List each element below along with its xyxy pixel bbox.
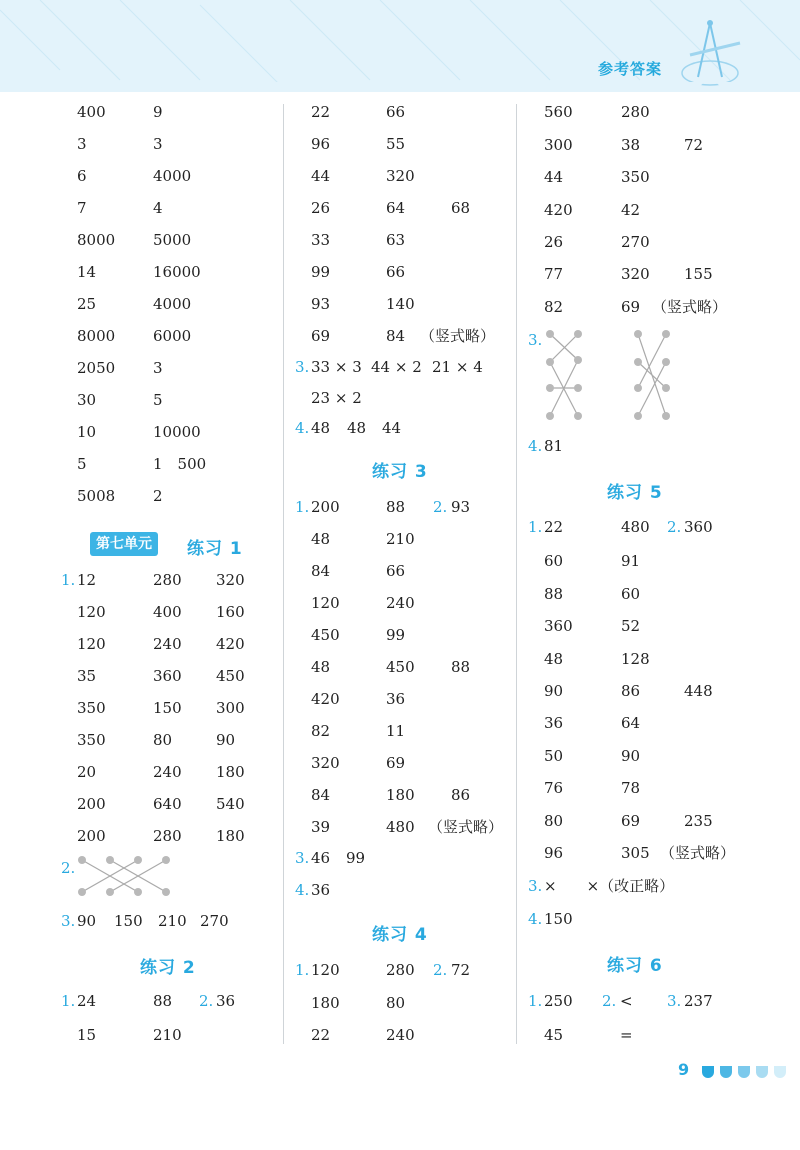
question-number: 2. (667, 518, 682, 536)
answer-cell: 44 × 2 (371, 358, 422, 376)
answer-cell: 60 (544, 552, 564, 570)
question-number: 2. (433, 498, 448, 516)
answer-cell: 1 500 (153, 455, 207, 473)
question-number: 4. (528, 437, 543, 455)
answer-cell: 82 (311, 722, 331, 740)
answer-cell: 36 (216, 992, 236, 1010)
answer-cell: 82 (544, 298, 564, 316)
question-number: 1. (295, 961, 310, 979)
answer-cell: 90 (621, 747, 641, 765)
answer-cell: 350 (621, 168, 650, 186)
answer-cell: 360 (153, 667, 182, 685)
answer-cell: 64 (621, 714, 641, 732)
answer-cell: 52 (621, 617, 641, 635)
answer-cell: 240 (386, 594, 415, 612)
answer-cell: 93 (311, 295, 331, 313)
question-number: 2. (433, 961, 448, 979)
answer-cell: 48 (311, 419, 331, 437)
answer-cell: 320 (216, 571, 245, 589)
answer-cell: 280 (621, 103, 650, 121)
answer-cell: 77 (544, 265, 564, 283)
answer-cell: 86 (621, 682, 641, 700)
answer-cell: 46 (311, 849, 331, 867)
answer-cell: 8000 (77, 327, 116, 345)
answer-cell: 180 (311, 994, 340, 1012)
question-number: 3. (61, 912, 76, 930)
answer-cell: < (620, 992, 633, 1010)
answer-cell: 280 (386, 961, 415, 979)
question-number: 2. (602, 992, 617, 1010)
question-number: 1. (528, 992, 543, 1010)
answer-cell: 240 (153, 763, 182, 781)
answer-cell: 360 (544, 617, 573, 635)
answer-cell: 200 (77, 827, 106, 845)
answer-cell: 2050 (77, 359, 116, 377)
answer-cell: 400 (77, 103, 106, 121)
answer-cell: 90 (544, 682, 564, 700)
answer-cell: 120 (77, 603, 106, 621)
answer-cell: 90 (216, 731, 236, 749)
answer-cell: 300 (216, 699, 245, 717)
answer-cell: 320 (621, 265, 650, 283)
answer-cell: 180 (386, 786, 415, 804)
answer-cell: 44 (311, 167, 331, 185)
answer-cell: 5000 (153, 231, 192, 249)
exercise-title: 练习 4 (372, 925, 428, 945)
answer-cell: 140 (386, 295, 415, 313)
answer-cell: 99 (311, 263, 331, 281)
answer-cell: 50 (544, 747, 564, 765)
answer-cell: 88 (386, 498, 406, 516)
answer-cell: 7 (77, 199, 87, 217)
answer-cell: 120 (77, 635, 106, 653)
answer-cell: 96 (311, 135, 331, 153)
answer-cell: 480 (621, 518, 650, 536)
answer-cell: 91 (621, 552, 641, 570)
question-number: 1. (528, 518, 543, 536)
answer-cell: 640 (153, 795, 182, 813)
exercise-title: 练习 1 (187, 539, 243, 559)
answer-cell: 36 (386, 690, 406, 708)
answer-cell: 36 (544, 714, 564, 732)
answer-cell: 3 (153, 359, 163, 377)
answer-cell: 200 (311, 498, 340, 516)
answer-cell: 350 (77, 699, 106, 717)
answer-cell: 237 (684, 992, 713, 1010)
answer-cell: 26 (311, 199, 331, 217)
answer-cell: 86 (451, 786, 471, 804)
answer-cell: 16000 (153, 263, 201, 281)
answer-cell: 48 (544, 650, 564, 668)
exercise-title: 练习 5 (607, 483, 663, 503)
answer-cell: 540 (216, 795, 245, 813)
answer-cell: 15 (77, 1026, 97, 1044)
column-divider (516, 104, 517, 1044)
answer-cell: 76 (544, 779, 564, 797)
answer-cell: 55 (386, 135, 406, 153)
answer-cell: 69 (311, 327, 331, 345)
answer-cell: 350 (77, 731, 106, 749)
answer-cell: 150 (153, 699, 182, 717)
answer-cell: 450 (311, 626, 340, 644)
answer-cell: 160 (216, 603, 245, 621)
answer-cell: 26 (544, 233, 564, 251)
answer-cell: 200 (77, 795, 106, 813)
answer-cell: 35 (77, 667, 97, 685)
answer-cell: 33 (311, 231, 331, 249)
answer-cell: 44 (544, 168, 564, 186)
answer-cell: 72 (684, 136, 704, 154)
answer-cell: 22 (311, 103, 331, 121)
answer-cell: 96 (544, 844, 564, 862)
header-wave (0, 82, 800, 102)
answer-cell: 150 (544, 910, 573, 928)
answer-cell: 180 (216, 827, 245, 845)
answer-cell: 84 (311, 786, 331, 804)
question-number: 1. (295, 498, 310, 516)
matching-diagram (542, 328, 692, 424)
answer-cell: 150 (114, 912, 143, 930)
answer-cell: 64 (386, 199, 406, 217)
answer-cell: 8000 (77, 231, 116, 249)
question-number: 3. (295, 358, 310, 376)
column-divider (283, 104, 284, 1044)
answer-cell: 33 × 3 (311, 358, 362, 376)
answer-cell: 72 (451, 961, 471, 979)
answer-cell: 14 (77, 263, 97, 281)
answer-cell: 44 (382, 419, 402, 437)
answer-cell: 6 (77, 167, 87, 185)
answer-cell: 80 (544, 812, 564, 830)
answer-cell: 280 (153, 827, 182, 845)
answer-cell: 99 (386, 626, 406, 644)
answer-cell: 25 (77, 295, 97, 313)
answer-cell: 63 (386, 231, 406, 249)
question-number: 2. (61, 859, 76, 877)
answer-cell: 6000 (153, 327, 192, 345)
answer-cell: 5008 (77, 487, 116, 505)
answer-cell: 4 (153, 199, 163, 217)
answer-cell: 45 (544, 1026, 564, 1044)
question-number: 3. (528, 877, 543, 895)
answer-cell: 210 (153, 1026, 182, 1044)
answer-cell: 320 (311, 754, 340, 772)
answer-cell: 5 (77, 455, 87, 473)
answer-cell: 270 (621, 233, 650, 251)
answer-cell: 78 (621, 779, 641, 797)
answer-cell: 81 (544, 437, 564, 455)
answer-cell: 21 × 4 (432, 358, 483, 376)
page-header (0, 0, 800, 92)
answer-cell: × ×（改正略） (544, 877, 675, 895)
answer-cell: 420 (311, 690, 340, 708)
answer-cell: 240 (386, 1026, 415, 1044)
answer-cell: 42 (621, 201, 641, 219)
answer-cell: 84 (386, 327, 406, 345)
exercise-title: 练习 3 (372, 462, 428, 482)
answer-cell: 12 (77, 571, 97, 589)
answer-cell: 93 (451, 498, 471, 516)
answer-cell: 84 (311, 562, 331, 580)
answer-cell: 20 (77, 763, 97, 781)
answer-cell: 2 (153, 487, 163, 505)
matching-diagram (76, 852, 176, 898)
answer-cell: 3 (153, 135, 163, 153)
answer-cell: 560 (544, 103, 573, 121)
answer-cell: 210 (158, 912, 187, 930)
answer-cell: 210 (386, 530, 415, 548)
answer-cell: 320 (386, 167, 415, 185)
answer-cell: 128 (621, 650, 650, 668)
question-number: 3. (528, 331, 543, 349)
answer-cell: 448 (684, 682, 713, 700)
answer-cell: 39 (311, 818, 331, 836)
answer-cell: 66 (386, 263, 406, 281)
page-dots-decoration (700, 1064, 800, 1080)
answer-cell: 450 (386, 658, 415, 676)
answer-cell: 450 (216, 667, 245, 685)
answer-cell: 305 (621, 844, 650, 862)
answer-cell: 420 (544, 201, 573, 219)
question-number: 4. (295, 419, 310, 437)
answer-cell: 68 (451, 199, 471, 217)
answer-cell: 88 (544, 585, 564, 603)
answer-cell: 88 (153, 992, 173, 1010)
compass-ruler-icon (680, 15, 750, 92)
exercise-title: 练习 6 (607, 956, 663, 976)
answer-cell: 99 (346, 849, 366, 867)
answer-cell: 270 (200, 912, 229, 930)
answer-cell: 360 (684, 518, 713, 536)
answer-cell: 300 (544, 136, 573, 154)
answer-cell: （竖式略） (420, 327, 496, 345)
answer-cell: 80 (153, 731, 173, 749)
answer-cell: 480 (386, 818, 415, 836)
question-number: 1. (61, 992, 76, 1010)
answer-cell: 10000 (153, 423, 201, 441)
answer-cell: 66 (386, 562, 406, 580)
answer-cell: 120 (311, 594, 340, 612)
answer-cell: 5 (153, 391, 163, 409)
answer-cell: 120 (311, 961, 340, 979)
answer-cell: 420 (216, 635, 245, 653)
question-number: 3. (667, 992, 682, 1010)
answer-cell: 23 × 2 (311, 389, 362, 407)
answer-cell: = (620, 1026, 633, 1044)
answer-cell: 60 (621, 585, 641, 603)
answer-key-title: 参考答案 (598, 60, 663, 78)
page-number: 9 (678, 1060, 690, 1079)
answer-cell: 11 (386, 722, 406, 740)
answer-cell: 48 (311, 658, 331, 676)
question-number: 4. (295, 881, 310, 899)
answer-cell: 90 (77, 912, 97, 930)
answer-cell: 66 (386, 103, 406, 121)
answer-cell: 24 (77, 992, 97, 1010)
answer-cell: 36 (311, 881, 331, 899)
answer-cell: 250 (544, 992, 573, 1010)
answer-cell: 3 (77, 135, 87, 153)
answer-cell: 88 (451, 658, 471, 676)
unit-badge: 第七单元 (90, 532, 158, 556)
answer-cell: 69 (621, 812, 641, 830)
answer-cell: 30 (77, 391, 97, 409)
answer-cell: 155 (684, 265, 713, 283)
answer-cell: 80 (386, 994, 406, 1012)
answer-cell: 280 (153, 571, 182, 589)
answer-cell: 4000 (153, 167, 192, 185)
answer-cell: 22 (544, 518, 564, 536)
answer-cell: 10 (77, 423, 97, 441)
answer-cell: （竖式略） (428, 818, 504, 836)
answer-cell: 69 (621, 298, 641, 316)
answer-cell: 38 (621, 136, 641, 154)
question-number: 4. (528, 910, 543, 928)
answer-cell: 9 (153, 103, 163, 121)
answer-cell: 400 (153, 603, 182, 621)
answer-cell: 235 (684, 812, 713, 830)
answer-cell: 240 (153, 635, 182, 653)
answer-cell: 180 (216, 763, 245, 781)
answer-cell: 48 (311, 530, 331, 548)
exercise-title: 练习 2 (140, 958, 196, 978)
answer-cell: 48 (347, 419, 367, 437)
answer-cell: 69 (386, 754, 406, 772)
answer-cell: 22 (311, 1026, 331, 1044)
answer-cell: 4000 (153, 295, 192, 313)
answer-cell: （竖式略） (660, 844, 736, 862)
question-number: 3. (295, 849, 310, 867)
question-number: 1. (61, 571, 76, 589)
answer-cell: （竖式略） (652, 298, 728, 316)
question-number: 2. (199, 992, 214, 1010)
